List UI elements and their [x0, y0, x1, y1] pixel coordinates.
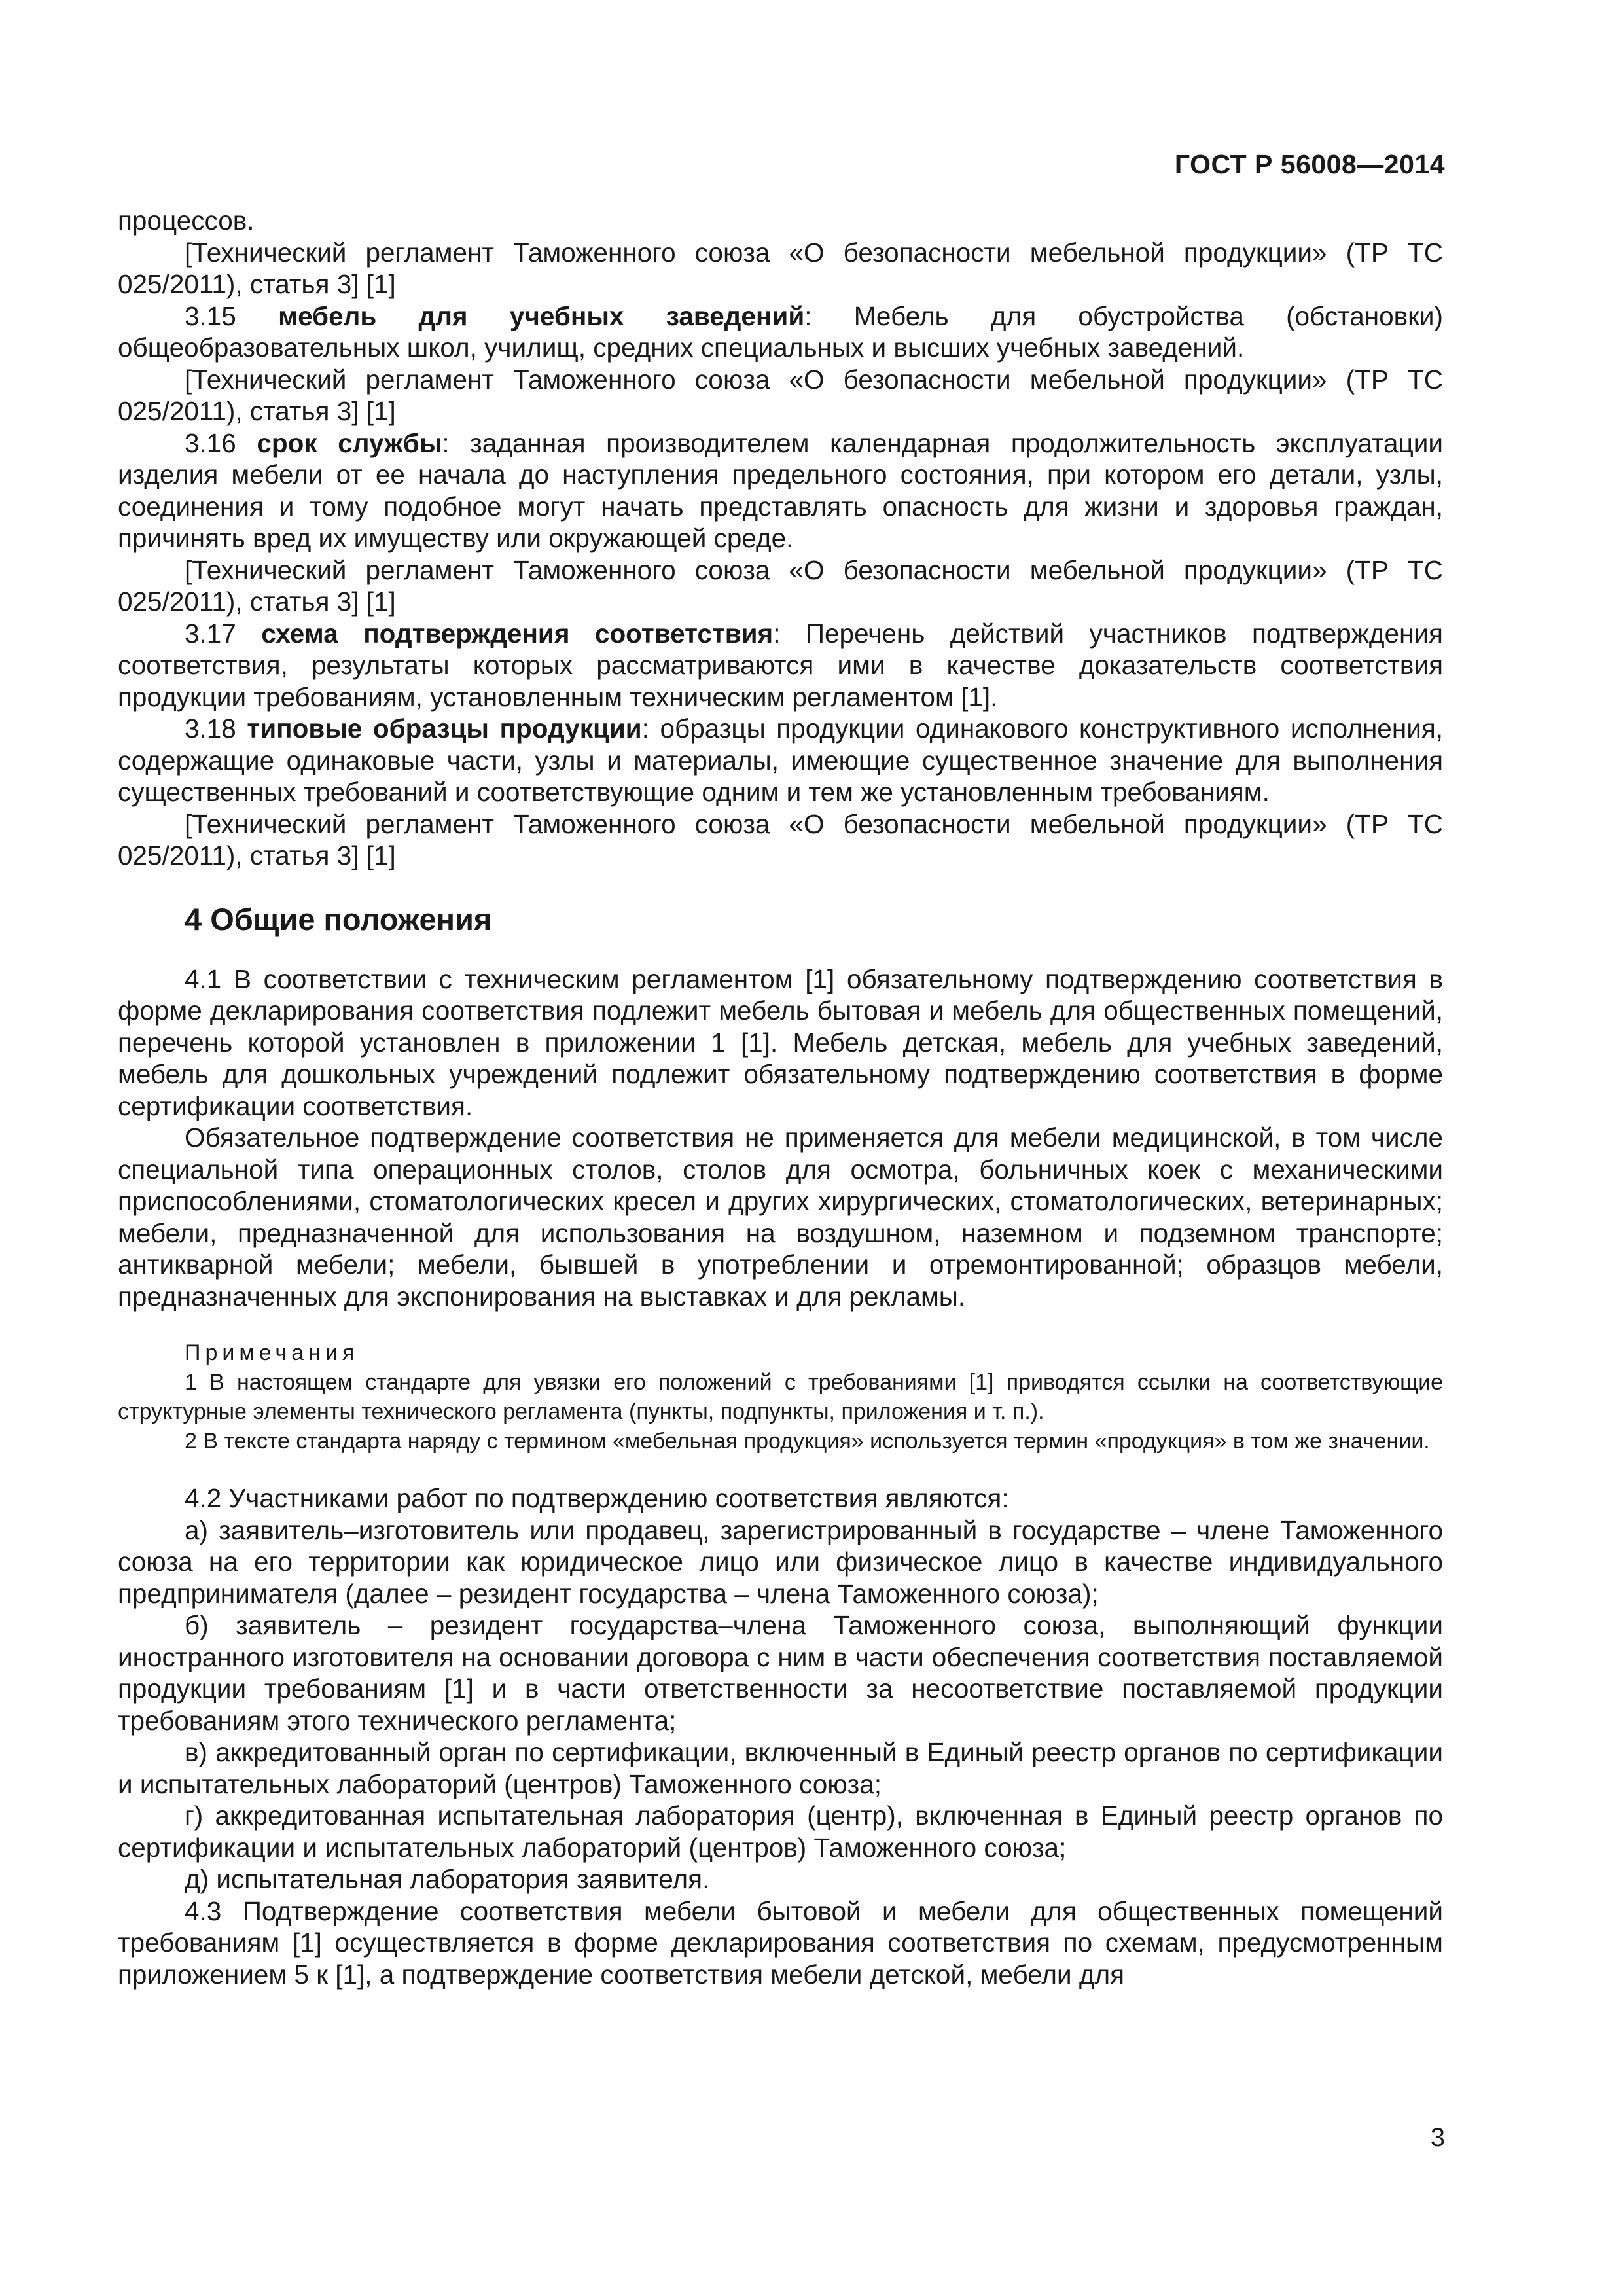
spacer [118, 1456, 1443, 1482]
notes-title: Примечания [185, 1340, 359, 1365]
section-heading: 4 Общие положения [185, 901, 492, 937]
list-item-a: а) заявитель–изготовитель или продавец, зарегистрированный в государстве – члене Таможенного союза на его территории как юридическое лицо или физическое лицо в качестве индивидуального предпринимателя (далее – резидент государства – члена Таможенного союза); [118, 1515, 1443, 1609]
term-definition: : Перечень действий участников подтверждения соответствия, результаты которых рассматриваются ими в качестве доказательств соответствия продукции требованиям, установленным техническим регламентом [1]. [118, 618, 1443, 712]
term-name: срок службы [257, 427, 442, 458]
reference-citation: [Технический регламент Таможенного союза «О безопасности мебельной продукции» (ТР ТС 025/2011), статья 3] [1] [118, 808, 1443, 870]
reference-citation: [Технический регламент Таможенного союза «О безопасности мебельной продукции» (ТР ТС 025/2011), статья 3] [1] [118, 364, 1443, 426]
continuation-text: процессов. [118, 206, 255, 236]
term-3-18 [118, 713, 1443, 808]
list-item-d: д) испытательная лаборатория заявителя. [185, 1864, 710, 1894]
term-definition: : Мебель для обустройства (обстановки) общеобразовательных школ, училищ, средних специальных и высших учебных заведений. [118, 300, 1443, 363]
term-name: мебель для учебных заведений [278, 300, 805, 331]
term-number: 3.16 [185, 427, 257, 458]
spacer [118, 1312, 1443, 1338]
term-number: 3.15 [185, 300, 279, 331]
note-2: 2 В тексте стандарта наряду с термином «мебельная продукция» используется термин «продукция» в том же значении. [185, 1429, 1430, 1454]
term-3-16 [118, 427, 1443, 554]
list-item-v: в) аккредитованный орган по сертификации, включенный в Единый реестр органов по сертификации и испытательных лабораторий (центров) Таможенного союза; [118, 1737, 1443, 1799]
page-number: 3 [1430, 2123, 1445, 2152]
term-3-17 [118, 618, 1443, 713]
clause-4-3: 4.3 Подтверждение соответствия мебели бытовой и мебели для общественных помещений требованиям [1] осуществляется в форме декларирования соответствия по схемам, предусмотренным приложением 5 к [1], а подтверждение соответствия мебели детской, мебели для [118, 1895, 1443, 1990]
note-1: 1 В настоящем стандарте для увязки его положений с требованиями [1] приводятся ссылки на соответствующие структурные элементы технического регламента (пункты, подпункты, приложения и т. п.). [118, 1370, 1443, 1424]
reference-citation: [Технический регламент Таможенного союза «О безопасности мебельной продукции» (ТР ТС 025/2011), статья 3] [1] [118, 237, 1443, 299]
term-number: 3.18 [185, 713, 247, 744]
reference-citation: [Технический регламент Таможенного союза «О безопасности мебельной продукции» (ТР ТС 025/2011), статья 3] [1] [118, 554, 1443, 617]
notes-block [118, 1338, 1443, 1456]
list-item-b: б) заявитель – резидент государства–члена Таможенного союза, выполняющий функции иностранного изготовителя на основании договора с ним в части обеспечения соответствия поставляемой продукции требованиям [1] и в части ответственности за несоответствие поставляемой продукции требованиям этого технического регламента; [118, 1610, 1443, 1736]
clause-4-1: 4.1 В соответствии с техническим регламентом [1] обязательному подтверждению соответствия в форме декларирования соответствия подлежит мебель бытовая и мебель для общественных помещений, перечень которой установлен в приложении 1 [1]. Мебель детская, мебель для учебных заведений, мебель для дошкольных учреждений подлежит обязательному подтверждению соответствия в форме сертификации соответствия. [118, 963, 1443, 1121]
term-number: 3.17 [185, 618, 262, 649]
term-name: схема подтверждения соответствия [261, 618, 774, 649]
term-definition: : заданная производителем календарная продолжительность эксплуатации изделия мебели от ее начала до наступления предельного состояния, при котором его детали, узлы, соединения и тому подобное могут начать представлять опасность для жизни и здоровья граждан, причинять вред их имуществу или окружающей среде. [118, 427, 1444, 553]
clause-4-2: 4.2 Участниками работ по подтверждению соответствия являются: [185, 1483, 1009, 1513]
term-name: типовые образцы продукции [247, 713, 642, 744]
clause-4-1-exemptions: Обязательное подтверждение соответствия не применяется для мебели медицинской, в том числе специальной типа операционных столов, столов для осмотра, больничных коек с механическими приспособлениями, стоматологических кресел и других хирургических, стоматологических, ветеринарных; мебели, предназначенной для использования на воздушном, наземном и подземном транспорте; антикварной мебели; мебели, бывшей в употреблении и отремонтированной; образцов мебели, предназначенных для экспонирования на выставках и для рекламы. [118, 1122, 1443, 1312]
document-code-header: ГОСТ Р 56008—2014 [1174, 149, 1445, 179]
list-item-g: г) аккредитованная испытательная лаборатория (центр), включенная в Единый реестр органов по сертификации и испытательных лабораторий (центров) Таможенного союза; [118, 1801, 1443, 1863]
document-body [118, 205, 1443, 1990]
term-definition: : образцы продукции одинакового конструктивного исполнения, содержащие одинаковые части, узлы и материалы, имеющие существенное значение для выполнения существенных требований и соответствующие одним и тем же установленным требованиям. [118, 713, 1444, 807]
term-3-15 [118, 300, 1443, 364]
